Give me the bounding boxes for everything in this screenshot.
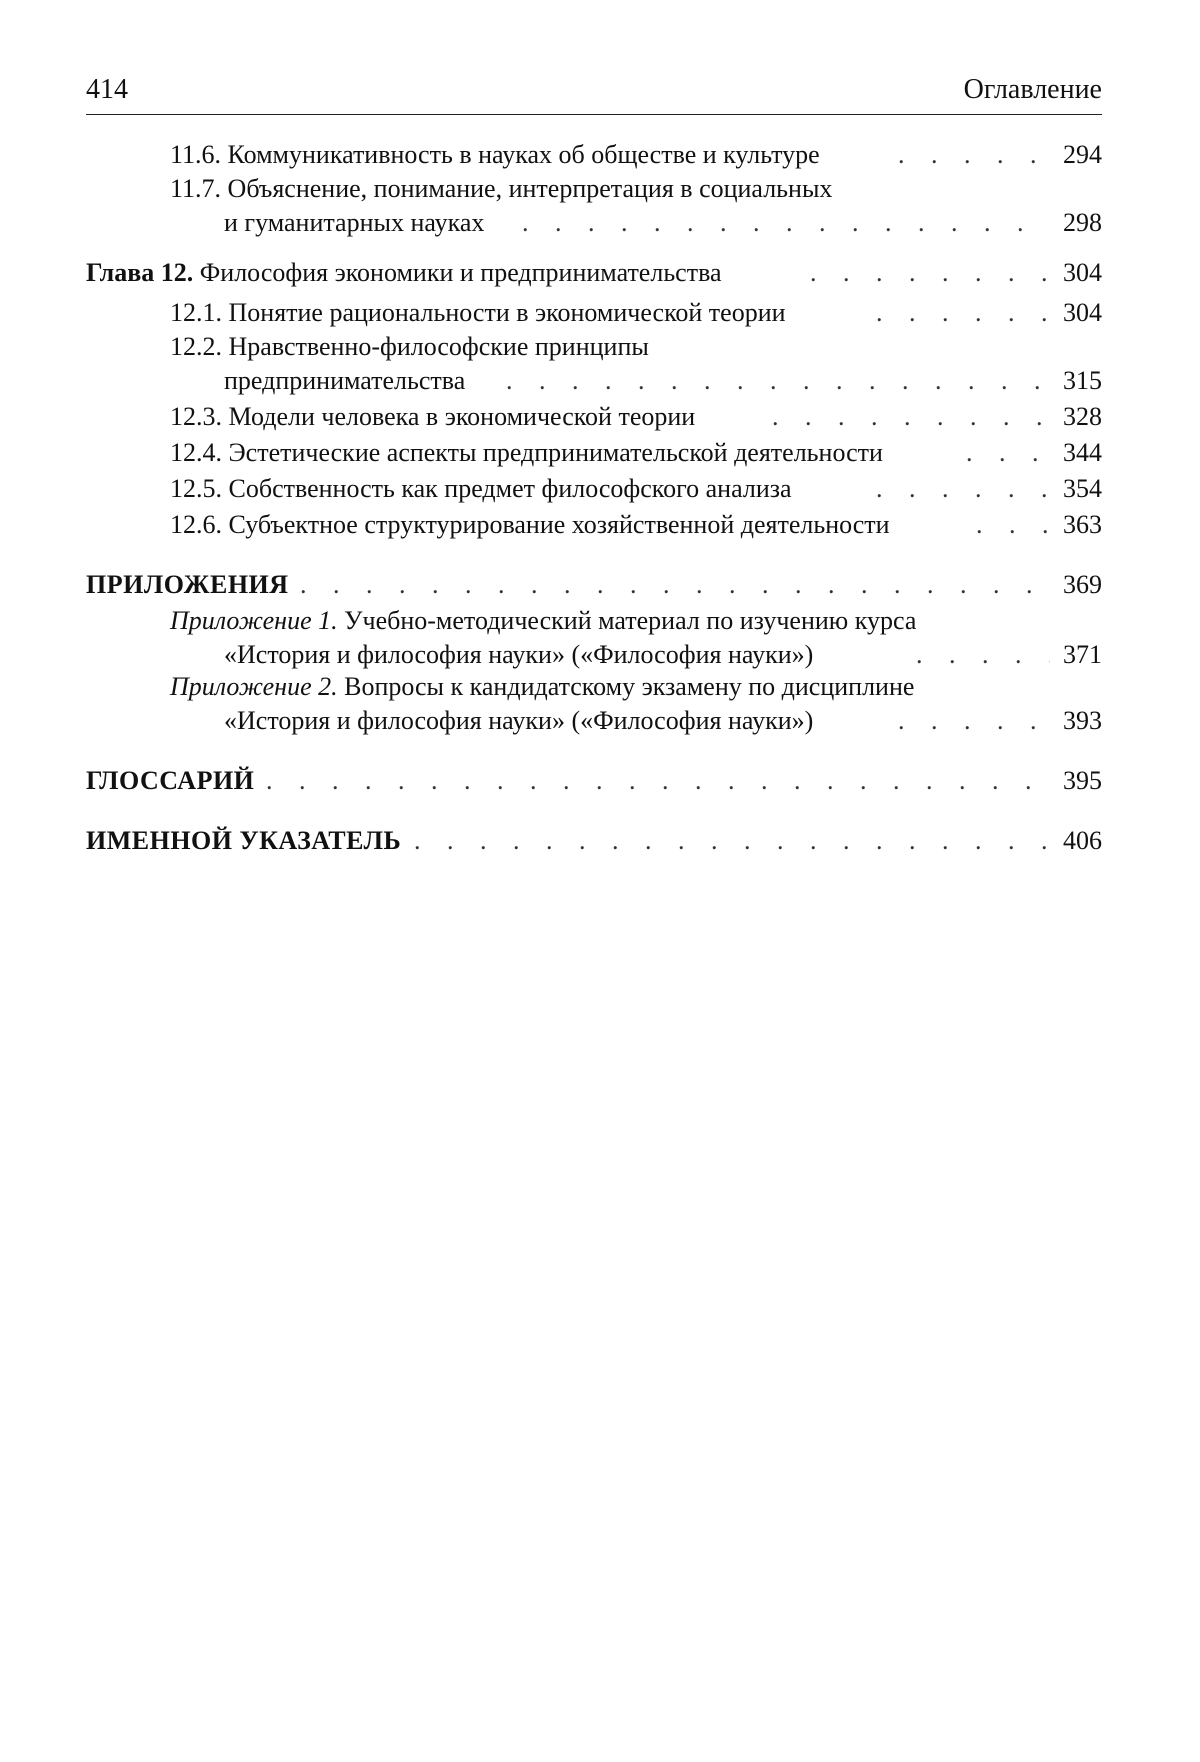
toc-entry-text <box>170 400 695 434</box>
dot-leader <box>898 138 1050 172</box>
toc-appendices[interactable] <box>0 568 1200 602</box>
section-title: Коммуникативность в науках об обществе и культуре <box>227 140 820 169</box>
section-number: 11.7. <box>170 174 222 203</box>
toc-entry-12-2[interactable] <box>0 330 1200 364</box>
toc-entry-12-4[interactable] <box>0 436 1200 470</box>
dot-leader <box>522 206 1050 240</box>
section-number: 12.3. <box>170 402 222 431</box>
appendix-title-line1: Вопросы к кандидатскому экзамену по дисциплине <box>344 672 915 701</box>
section-title-line1: Нравственно-философские принципы <box>228 332 649 361</box>
toc-appendix-2[interactable] <box>0 670 1200 704</box>
page-ref: 371 <box>1063 640 1102 669</box>
toc-entry-text <box>170 436 883 470</box>
section-number: 11.6. <box>170 140 222 169</box>
dot-leader <box>916 638 1050 672</box>
page-ref: 294 <box>1063 140 1102 169</box>
page-ref: 363 <box>1063 510 1102 539</box>
glossary-title: ГЛОССАРИЙ <box>86 766 255 795</box>
toc-entry-11-7[interactable] <box>0 172 1200 206</box>
appendix-title-line1: Учебно-методический материал по изучению курса <box>344 606 917 635</box>
page-ref: 298 <box>1063 208 1102 237</box>
chapter-title: Философия экономики и предпринимательства <box>199 258 722 287</box>
page-ref: 344 <box>1063 438 1102 467</box>
page-ref: 354 <box>1063 474 1102 503</box>
section-number: 12.2. <box>170 332 222 361</box>
toc-entry-12-2-cont[interactable] <box>0 364 1200 398</box>
toc-entry-11-7-cont[interactable] <box>0 206 1200 240</box>
toc-entry-text <box>86 256 722 290</box>
toc-appendix-1-cont[interactable] <box>0 638 1200 672</box>
dot-leader <box>876 296 1050 330</box>
appendix-label: Приложение 1. <box>170 606 338 635</box>
page-ref: 393 <box>1063 706 1102 735</box>
dot-leader <box>876 472 1050 506</box>
toc-glossary[interactable] <box>0 764 1200 798</box>
page-ref: 369 <box>1063 570 1102 599</box>
toc-entry-text <box>170 296 786 330</box>
dot-leader <box>966 436 1050 470</box>
appendix-title-line2: «История и философия науки» («Философия науки») <box>224 706 814 735</box>
section-number: 12.5. <box>170 474 222 503</box>
toc-entry-text <box>170 172 832 206</box>
toc-entry-text <box>170 330 649 364</box>
section-title-line2: и гуманитарных науках <box>224 208 485 237</box>
page-ref: 328 <box>1063 402 1102 431</box>
toc-entry-11-6[interactable] <box>0 138 1200 172</box>
chapter-label: Глава 12. <box>86 258 194 287</box>
page-ref: 304 <box>1063 258 1102 287</box>
page-header <box>86 72 1102 115</box>
section-title: Субъектное структурирование хозяйственной деятельности <box>228 510 890 539</box>
appendix-title-line2: «История и философия науки» («Философия науки») <box>224 640 814 669</box>
dot-leader <box>300 568 1050 602</box>
dot-leader <box>414 824 1050 858</box>
page-ref: 304 <box>1063 298 1102 327</box>
toc-appendix-1[interactable] <box>0 604 1200 638</box>
toc-entry-text <box>170 472 792 506</box>
page-ref: 395 <box>1063 766 1102 795</box>
toc-appendix-2-cont[interactable] <box>0 704 1200 738</box>
appendices-title: ПРИЛОЖЕНИЯ <box>86 570 289 599</box>
toc-entry-12-5[interactable] <box>0 472 1200 506</box>
section-title-line2: предпринимательства <box>224 366 466 395</box>
section-title: Понятие рациональности в экономической теории <box>228 298 786 327</box>
toc-chapter-12[interactable] <box>0 256 1200 290</box>
dot-leader <box>506 364 1050 398</box>
running-title: Оглавление <box>963 74 1102 105</box>
dot-leader <box>898 704 1050 738</box>
dot-leader <box>266 764 1050 798</box>
section-title: Модели человека в экономической теории <box>228 402 696 431</box>
dot-leader <box>772 400 1050 434</box>
dot-leader <box>976 508 1050 542</box>
toc-entry-text <box>170 508 890 542</box>
toc-entry-12-6[interactable] <box>0 508 1200 542</box>
page-ref: 406 <box>1063 826 1102 855</box>
toc-entry-text <box>170 604 916 638</box>
name-index-title: ИМЕННОЙ УКАЗАТЕЛЬ <box>86 826 402 855</box>
toc-entry-text <box>170 670 914 704</box>
section-title: Эстетические аспекты предпринимательской деятельности <box>228 438 883 467</box>
page-ref: 315 <box>1063 366 1102 395</box>
dot-leader <box>810 256 1050 290</box>
appendix-label: Приложение 2. <box>170 672 338 701</box>
toc-entry-12-3[interactable] <box>0 400 1200 434</box>
section-title-line1: Объяснение, понимание, интерпретация в социальных <box>227 174 833 203</box>
section-title: Собственность как предмет философского анализа <box>228 474 792 503</box>
toc-entry-text <box>170 138 820 172</box>
section-number: 12.1. <box>170 298 222 327</box>
section-number: 12.6. <box>170 510 222 539</box>
page-number: 414 <box>86 74 128 105</box>
toc-name-index[interactable] <box>0 824 1200 858</box>
toc-entry-12-1[interactable] <box>0 296 1200 330</box>
section-number: 12.4. <box>170 438 222 467</box>
